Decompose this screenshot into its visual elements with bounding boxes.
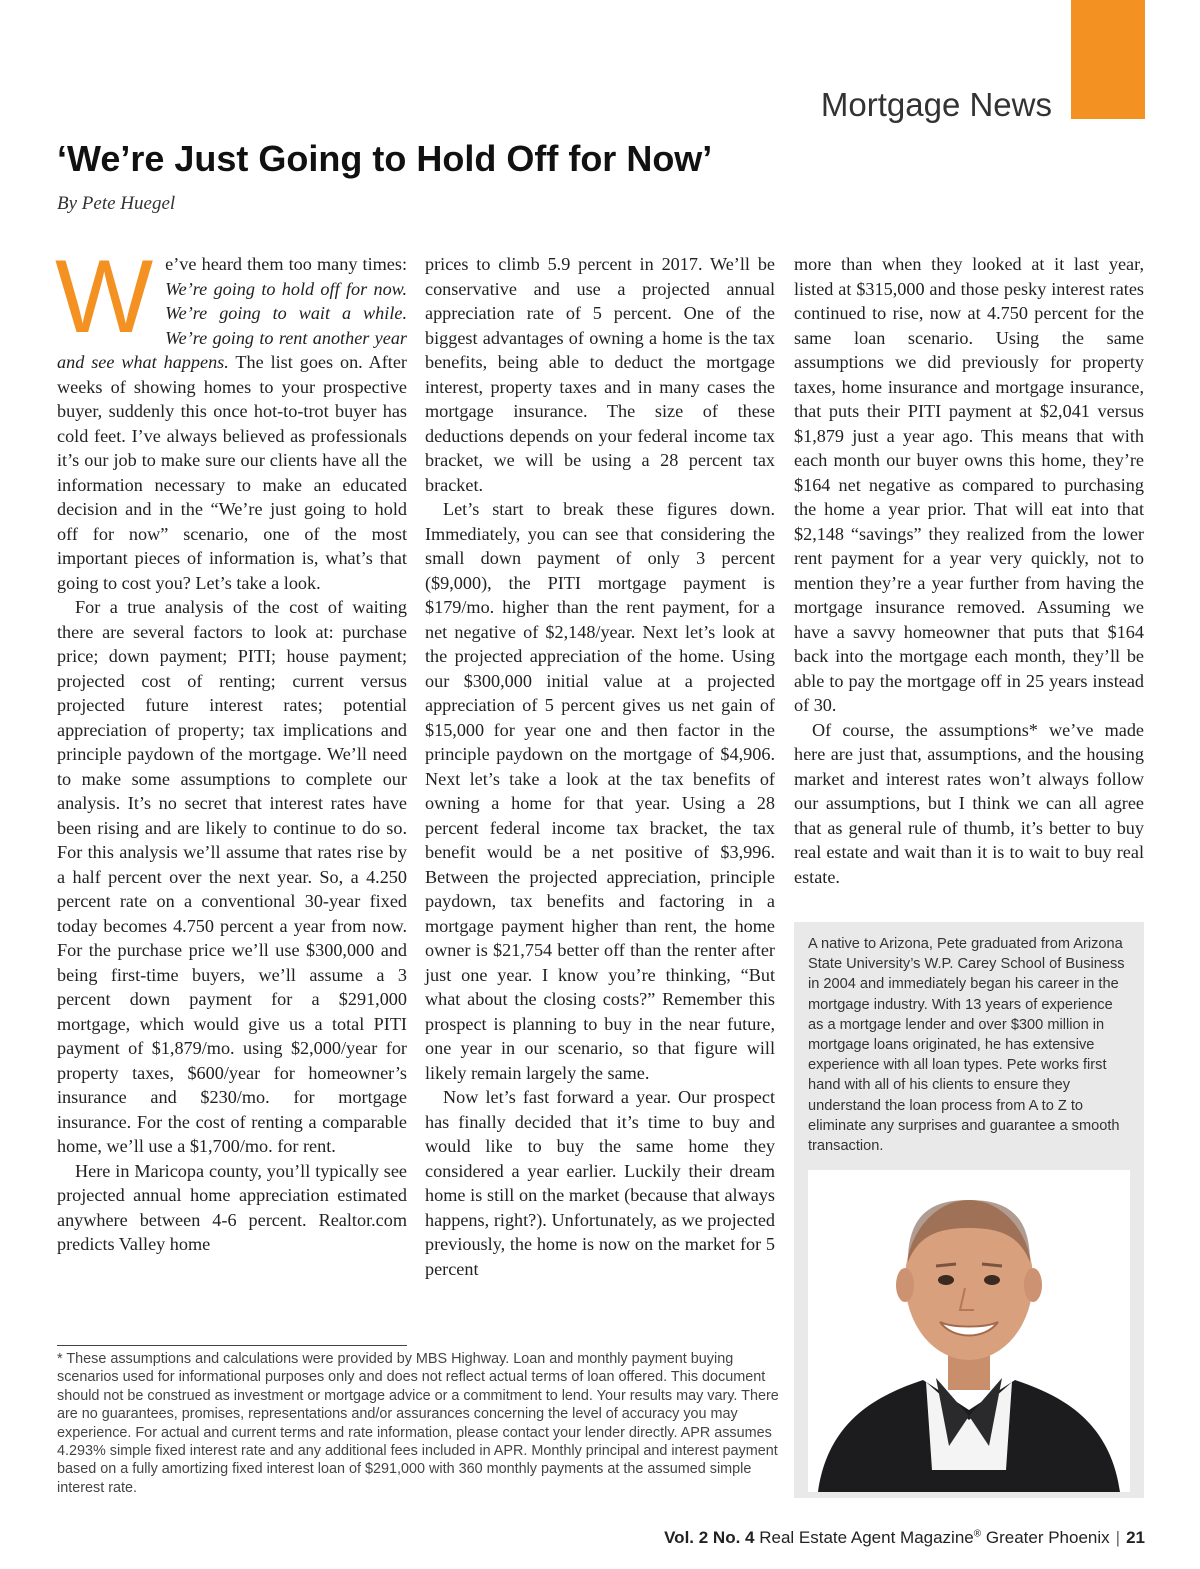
footnote-divider	[57, 1345, 407, 1346]
article-paragraph: We’ve heard them too many times: We’re going to hold off for now. We’re going to wait a while. We’re going to rent another year and see what happens. The list goes on. After weeks of showing homes to your prospective buyer, suddenly this once hot-to-trot buyer has cold feet. I’ve always believed as professionals it’s our job to make sure our clients have all the information necessary to make an educated decision and in the “We’re just going to hold off for now” scenario, one of the most important pieces of information is, what’s that going to cost you? Let’s take a look.	[55, 239, 407, 593]
article-paragraph: prices to climb 5.9 percent in 2017. We’ll be conservative and use a projected annual appreciation rate of 5 percent. One of the biggest advantages of owning a home is the tax benefits, being able to deduct the mortgage interest, property taxes and in many cases the mortgage insurance. The size of these deductions depends on your federal income tax bracket, we will be using a 28 percent tax bracket.	[425, 254, 775, 495]
author-photo	[808, 1170, 1130, 1492]
page-footer	[664, 1528, 1145, 1548]
footnote: * These assumptions and calculations were provided by MBS Highway. Loan and monthly payment buying scenarios used for informational purposes only and does not reflect actual terms of loan offered. This document should not be construed as investment or mortgage advice or a commitment to lend. Your results may vary. There are no guarantees, promises, representations and/or assurances concerning the level of accuracy you may experience. For actual and current terms and rate information, please contact your lender directly. APR assumes 4.293% simple fixed interest rate and any additional fees included in APR. Monthly principal and interest payment based on a fully amortizing fixed interest loan of $291,000 with 360 monthly payments at the assumed simple interest rate.	[57, 1351, 779, 1496]
article-column-2	[425, 252, 775, 1281]
author-bio-box	[794, 922, 1144, 1498]
magazine-name: Real Estate Agent Magazine	[759, 1528, 974, 1547]
page-number: 21	[1126, 1528, 1145, 1547]
section-title: Mortgage News	[820, 86, 1052, 123]
article-title: ‘We’re Just Going to Hold Off for Now’	[57, 138, 713, 179]
article-column-1	[55, 239, 407, 1257]
drop-cap: W	[55, 239, 154, 355]
issue-number: Vol. 2 No. 4	[664, 1528, 755, 1547]
registered-mark: ®	[973, 1528, 982, 1540]
section-accent-tab	[1071, 0, 1145, 119]
region-name: Greater Phoenix	[985, 1528, 1110, 1547]
article-paragraph: Here in Maricopa county, you’ll typically see projected annual home appreciation estimated anywhere between 4-6 percent. Realtor.com predicts Valley home	[57, 1160, 407, 1254]
author-portrait-image	[808, 1170, 1130, 1492]
article-paragraph: more than when they looked at it last year, listed at $315,000 and those pesky interest rates continued to rise, now at 4.750 percent for the same loan scenario. Using the same assumptions we did previously for property taxes, home insurance and mortgage insurance, that puts their PITI payment at $2,041 versus $1,879 just a year ago. This means that with each month our buyer owns this home, they’re $164 net negative as compared to purchasing the home a year prior. That will eat into that $2,148 “savings” they realized from the lower rent payment for a year very quickly, not to mention they’re a year further from having the mortgage insurance removed. Assuming we have a savvy homeowner that puts that $164 back into the mortgage each month, they’ll be able to pay the mortgage off in 25 years instead of 30.	[794, 254, 1144, 715]
article-paragraph: Now let’s fast forward a year. Our prospect has finally decided that it’s time to buy and would like to buy the same home they considered a year earlier. Luckily their dream home is still on the market (because that always happens, right?). Unfortunately, as we projected previously, the home is now on the market for 5 percent	[425, 1087, 775, 1279]
article-paragraph: For a true analysis of the cost of waiting there are several factors to look at: purchase price; down payment; PITI; house payment; projected cost of renting; current versus projected future interest rates; potential appreciation of property; tax implications and principle paydown of the mortgage. We’ll need to make some assumptions to complete our analysis. It’s no secret that interest rates have been rising and are likely to continue to do so. For this analysis we’ll assume that rates rise by a half percent over the next year. So, a 4.250 percent rate on a conventional 30-year fixed today becomes 4.750 percent a year from now. For the purchase price we’ll use $300,000 and being first-time buyers, we’ll assume a 3 percent down payment for a $291,000 mortgage, which would give us a total PITI payment of $1,879/mo. using $2,000/year for property taxes, $600/year for homeowner’s insurance and $230/mo. for mortgage insurance. For the cost of renting a comparable home, we’ll use a $1,700/mo. for rent.	[57, 597, 407, 1156]
article-column-3	[794, 252, 1144, 889]
footer-separator: |	[1115, 1528, 1121, 1547]
article-byline: By Pete Huegel	[57, 193, 176, 214]
author-bio: A native to Arizona, Pete graduated from Arizona State University’s W.P. Carey School of Business in 2004 and immediately began his career in the mortgage industry. With 13 years of experience as a mortgage lender and over $300 million in mortgage loans originated, he has extensive experience with all loan types. Pete works first hand with all of his clients to ensure they understand the loan process from A to Z to eliminate any surprises and guarantee a smooth transaction.	[808, 936, 1125, 1155]
article-paragraph: Let’s start to break these figures down. Immediately, you can see that considering the small down payment of only 3 percent ($9,000), the PITI mortgage payment is $179/mo. higher than the rent payment, for a net negative of $2,148/year. Next let’s look at the projected appreciation of the home. Using our $300,000 initial value at a projected appreciation of 5 percent gives us net gain of $15,000 for year one and then factor in the principle paydown on the mortgage of $4,906. Next let’s take a look at the tax benefits of owning a home for that year. Using a 28 percent federal income tax bracket, the tax benefit would be a net positive of $3,996. Between the projected appreciation, principle paydown, tax benefits and factoring in a mortgage payment higher than rent, the home owner is $21,754 better off than the renter after just one year. I know you’re thinking, “But what about the closing costs?” Remember this prospect is planning to buy in the near future, one year in our scenario, so that figure will likely remain largely the same.	[425, 499, 775, 1083]
article-paragraph: Of course, the assumptions* we’ve made here are just that, assumptions, and the housing market and interest rates won’t always follow our assumptions, but I think we can all agree that as general rule of thumb, it’s better to buy real estate and wait than it is to wait to buy real estate.	[794, 719, 1144, 887]
